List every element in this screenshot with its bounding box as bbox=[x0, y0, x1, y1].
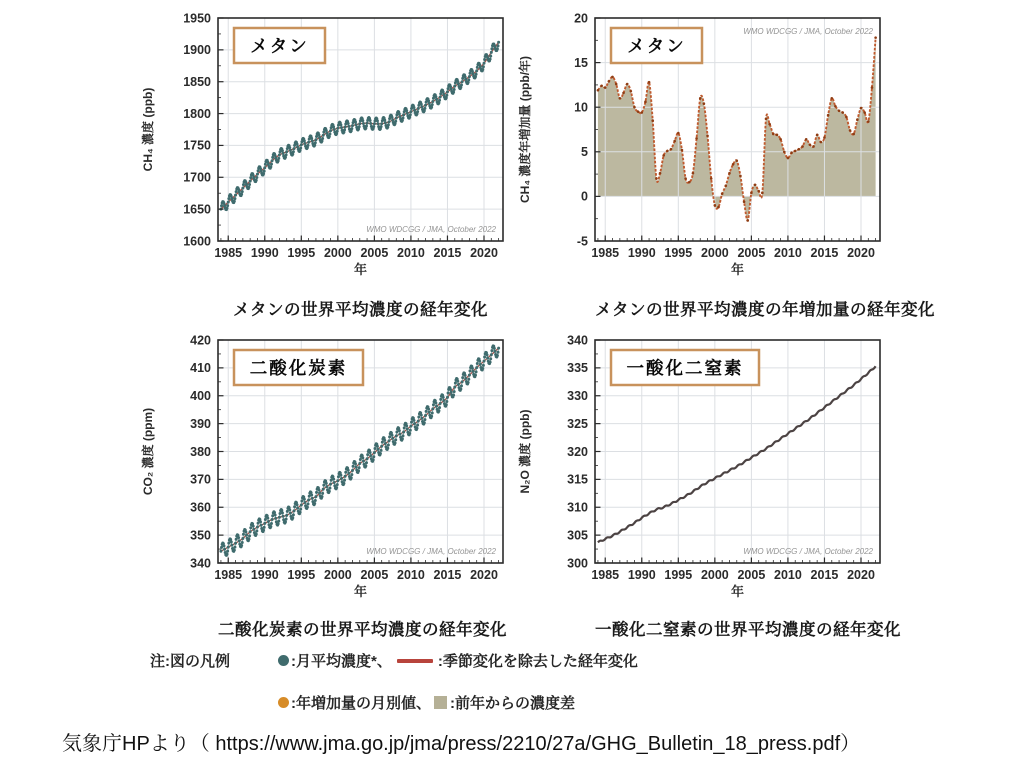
watermark-text: WMO WDCGG / JMA, October 2022 bbox=[366, 547, 496, 556]
source-url-link[interactable]: https://www.jma.go.jp/jma/press/2210/27a/GHG_Bulletin_18_press.pdf bbox=[215, 733, 841, 755]
caption-methane-growth-rate: メタンの世界平均濃度の年増加量の経年変化 bbox=[595, 301, 935, 319]
svg-text:2020: 2020 bbox=[470, 568, 498, 582]
n2o-concentration-chart bbox=[505, 328, 890, 606]
svg-text:370: 370 bbox=[190, 472, 211, 487]
y-tick-labels bbox=[190, 333, 211, 570]
svg-text:2010: 2010 bbox=[774, 246, 802, 260]
source-attribution bbox=[62, 727, 860, 756]
svg-text:15: 15 bbox=[574, 55, 588, 70]
watermark-text: WMO WDCGG / JMA, October 2022 bbox=[366, 225, 496, 234]
svg-text:1650: 1650 bbox=[183, 202, 211, 217]
svg-text:420: 420 bbox=[190, 333, 211, 348]
svg-text:1990: 1990 bbox=[250, 568, 279, 582]
svg-text:2005: 2005 bbox=[737, 568, 766, 582]
svg-text:1900: 1900 bbox=[183, 43, 211, 58]
svg-text:5: 5 bbox=[581, 145, 588, 160]
svg-text:2015: 2015 bbox=[433, 568, 462, 582]
svg-text:0: 0 bbox=[581, 189, 588, 204]
svg-text:2010: 2010 bbox=[397, 568, 425, 582]
y-axis-label: CO₂ 濃度 (ppm) bbox=[141, 407, 155, 496]
svg-text:1985: 1985 bbox=[214, 246, 243, 260]
watermark-text: WMO WDCGG / JMA, October 2022 bbox=[743, 27, 873, 36]
svg-text:2000: 2000 bbox=[700, 246, 729, 260]
prev-year-diff-area bbox=[598, 38, 876, 221]
x-tick-labels bbox=[214, 246, 498, 260]
svg-text:300: 300 bbox=[567, 556, 588, 571]
co2-concentration-chart bbox=[128, 328, 513, 606]
svg-text:2005: 2005 bbox=[360, 568, 389, 582]
svg-text:325: 325 bbox=[567, 416, 588, 431]
svg-text:305: 305 bbox=[567, 528, 588, 543]
svg-text:1995: 1995 bbox=[287, 568, 316, 582]
svg-text:1985: 1985 bbox=[214, 568, 243, 582]
caption-methane-concentration: メタンの世界平均濃度の経年変化 bbox=[233, 301, 488, 319]
chart-title: 二酸化炭素 bbox=[249, 358, 348, 378]
svg-text:1990: 1990 bbox=[627, 246, 656, 260]
concentration-line bbox=[598, 366, 876, 542]
y-tick-labels bbox=[183, 11, 211, 248]
svg-text:1600: 1600 bbox=[183, 234, 211, 249]
svg-text:1850: 1850 bbox=[183, 75, 211, 90]
x-axis-label: 年 bbox=[730, 584, 745, 599]
chart-title: メタン bbox=[250, 36, 309, 56]
svg-text:340: 340 bbox=[567, 333, 588, 348]
caption-co2-concentration: 二酸化炭素の世界平均濃度の経年変化 bbox=[218, 621, 507, 639]
svg-text:2005: 2005 bbox=[737, 246, 766, 260]
svg-text:1995: 1995 bbox=[664, 568, 693, 582]
x-axis-label: 年 bbox=[730, 262, 745, 277]
svg-text:335: 335 bbox=[567, 361, 588, 376]
deseasonalized-line-icon bbox=[397, 659, 433, 663]
svg-text:1995: 1995 bbox=[664, 246, 693, 260]
methane-growth-rate-chart bbox=[505, 6, 890, 284]
svg-text:1995: 1995 bbox=[287, 246, 316, 260]
legend-note-row-2 bbox=[150, 692, 575, 713]
y-tick-labels bbox=[567, 333, 588, 570]
svg-text:-5: -5 bbox=[576, 234, 588, 249]
y-axis-label: CH₄ 濃度 (ppb) bbox=[141, 87, 155, 172]
svg-text:350: 350 bbox=[190, 528, 211, 543]
svg-text:2020: 2020 bbox=[470, 246, 498, 260]
legend-monthly-mean-text: :月平均濃度*、 bbox=[291, 653, 392, 670]
annual-increase-dot-icon bbox=[278, 697, 289, 708]
svg-text:1985: 1985 bbox=[591, 246, 620, 260]
legend-note-label: 注:図の凡例 bbox=[150, 653, 230, 670]
svg-text:2000: 2000 bbox=[700, 568, 729, 582]
svg-text:2000: 2000 bbox=[323, 246, 352, 260]
x-axis-label: 年 bbox=[353, 262, 368, 277]
x-tick-labels bbox=[591, 568, 875, 582]
source-suffix: ） bbox=[840, 733, 861, 755]
svg-text:315: 315 bbox=[567, 472, 588, 487]
svg-text:2015: 2015 bbox=[810, 246, 839, 260]
x-axis-label: 年 bbox=[353, 584, 368, 599]
y-axis-label: N₂O 濃度 (ppb) bbox=[518, 409, 532, 494]
svg-text:1750: 1750 bbox=[183, 138, 211, 153]
methane-concentration-chart bbox=[128, 6, 513, 284]
chart-title: メタン bbox=[627, 36, 686, 56]
svg-text:1950: 1950 bbox=[183, 11, 211, 26]
monthly-mean-dots bbox=[219, 41, 500, 211]
svg-text:20: 20 bbox=[574, 11, 588, 26]
svg-text:2010: 2010 bbox=[774, 568, 802, 582]
svg-text:1800: 1800 bbox=[183, 106, 211, 121]
svg-text:380: 380 bbox=[190, 444, 211, 459]
svg-text:340: 340 bbox=[190, 556, 211, 571]
y-tick-labels bbox=[574, 11, 588, 248]
chart-title: 一酸化二窒素 bbox=[626, 358, 744, 378]
svg-text:410: 410 bbox=[190, 361, 211, 376]
svg-text:2020: 2020 bbox=[847, 568, 875, 582]
svg-text:330: 330 bbox=[567, 389, 588, 404]
source-prefix: 気象庁HPより（ bbox=[62, 733, 216, 755]
x-tick-labels bbox=[214, 568, 498, 582]
svg-text:2010: 2010 bbox=[397, 246, 425, 260]
watermark-text: WMO WDCGG / JMA, October 2022 bbox=[743, 547, 873, 556]
svg-text:1985: 1985 bbox=[591, 568, 620, 582]
svg-text:2015: 2015 bbox=[810, 568, 839, 582]
legend-note-row-1 bbox=[150, 650, 638, 671]
svg-text:400: 400 bbox=[190, 389, 211, 404]
svg-text:1990: 1990 bbox=[627, 568, 656, 582]
caption-n2o-concentration: 一酸化二窒素の世界平均濃度の経年変化 bbox=[595, 621, 901, 639]
svg-text:1990: 1990 bbox=[250, 246, 279, 260]
svg-text:320: 320 bbox=[567, 444, 588, 459]
svg-text:390: 390 bbox=[190, 416, 211, 431]
svg-text:2000: 2000 bbox=[323, 568, 352, 582]
svg-text:310: 310 bbox=[567, 500, 588, 515]
y-axis-label: CH₄ 濃度年増加量 (ppb/年) bbox=[518, 55, 532, 204]
x-tick-labels bbox=[591, 246, 875, 260]
svg-text:1700: 1700 bbox=[183, 170, 211, 185]
monthly-mean-dot-icon bbox=[278, 655, 289, 666]
concentration-diff-square-icon bbox=[434, 696, 447, 709]
svg-text:360: 360 bbox=[190, 500, 211, 515]
svg-text:2015: 2015 bbox=[433, 246, 462, 260]
legend-concentration-diff-text: :前年からの濃度差 bbox=[450, 695, 575, 712]
svg-text:2005: 2005 bbox=[360, 246, 389, 260]
svg-text:2020: 2020 bbox=[847, 246, 875, 260]
legend-annual-increase-text: :年増加量の月別値、 bbox=[291, 695, 431, 712]
svg-text:10: 10 bbox=[574, 100, 588, 115]
legend-deseasonalized-text: :季節変化を除去した経年変化 bbox=[437, 653, 638, 670]
